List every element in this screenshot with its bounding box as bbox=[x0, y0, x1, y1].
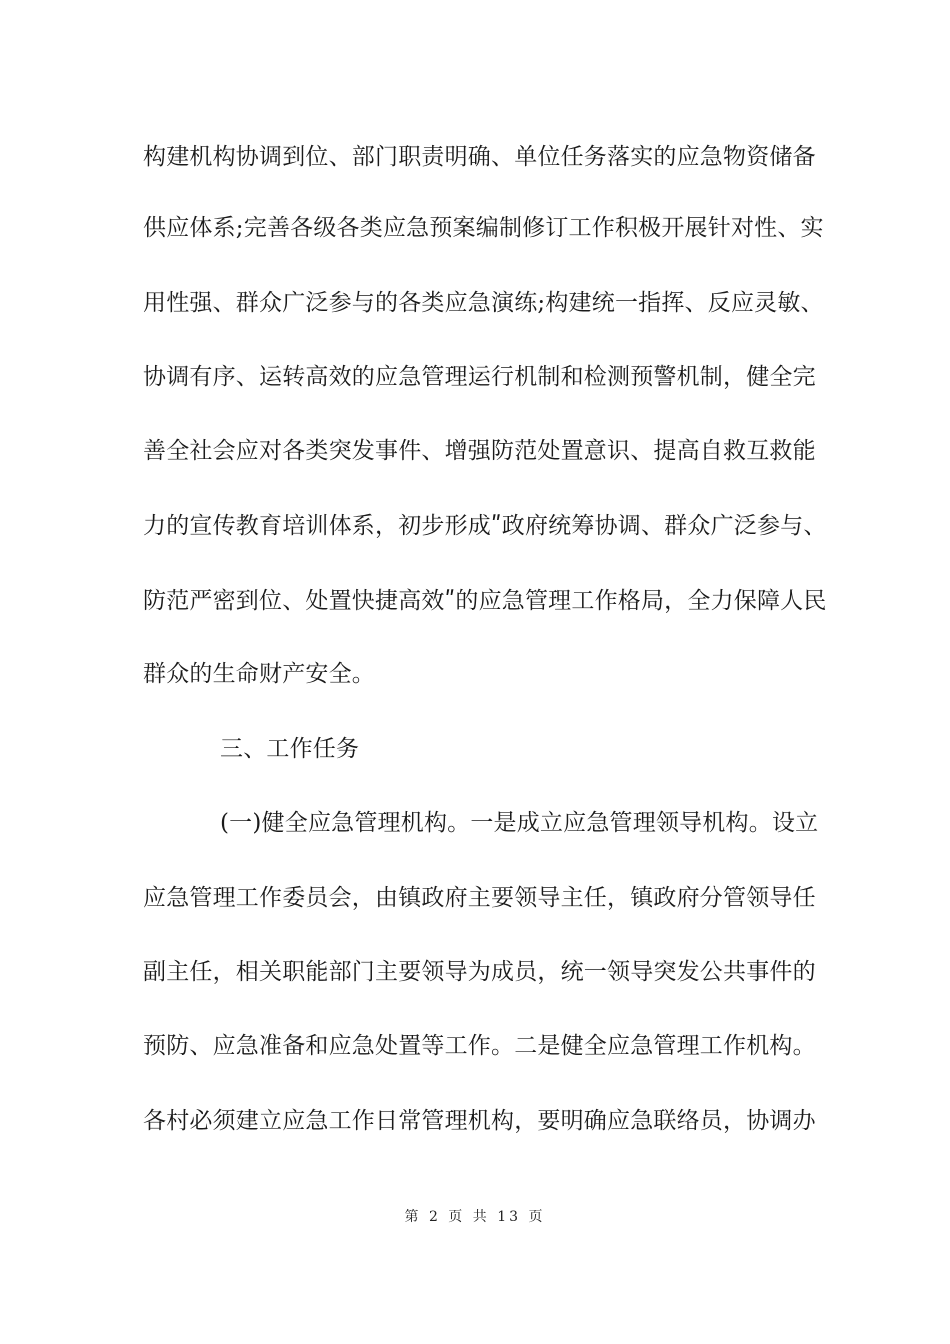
body-line-4: 协调有序、运转高效的应急管理运行机制和检测预警机制，健全完 bbox=[143, 364, 816, 390]
body-line-2: 供应体系;完善各级各类应急预案编制修订工作积极开展针对性、实 bbox=[143, 215, 824, 241]
body-line-5: 善全社会应对各类突发事件、增强防范处置意识、提高自救互救能 bbox=[143, 438, 816, 464]
body-line-14: 各村必须建立应急工作日常管理机构，要明确应急联络员，协调办 bbox=[143, 1108, 816, 1134]
body-line-1: 构建机构协调到位、部门职责明确、单位任务落实的应急物资储备 bbox=[143, 144, 816, 170]
body-line-3: 用性强、群众广泛参与的各类应急演练;构建统一指挥、反应灵敏、 bbox=[143, 290, 824, 316]
page-number-footer: 第 2 页 共 13 页 bbox=[404, 1209, 546, 1225]
body-line-12: 副主任，相关职能部门主要领导为成员，统一领导突发公共事件的 bbox=[143, 959, 816, 985]
body-line-10: (一)健全应急管理机构。一是成立应急管理领导机构。设立 bbox=[220, 810, 819, 836]
body-line-13: 预防、应急准备和应急处置等工作。二是健全应急管理工作机构。 bbox=[143, 1033, 816, 1059]
body-line-8: 群众的生命财产安全。 bbox=[143, 661, 375, 687]
body-line-7: 防范严密到位、处置快捷高效ʺ的应急管理工作格局，全力保障人民 bbox=[143, 588, 827, 614]
section-heading: 三、工作任务 bbox=[220, 736, 360, 762]
body-line-6: 力的宣传教育培训体系，初步形成ʺ政府统筹协调、群众广泛参与、 bbox=[143, 513, 827, 539]
body-line-11: 应急管理工作委员会，由镇政府主要领导主任，镇政府分管领导任 bbox=[143, 885, 816, 911]
